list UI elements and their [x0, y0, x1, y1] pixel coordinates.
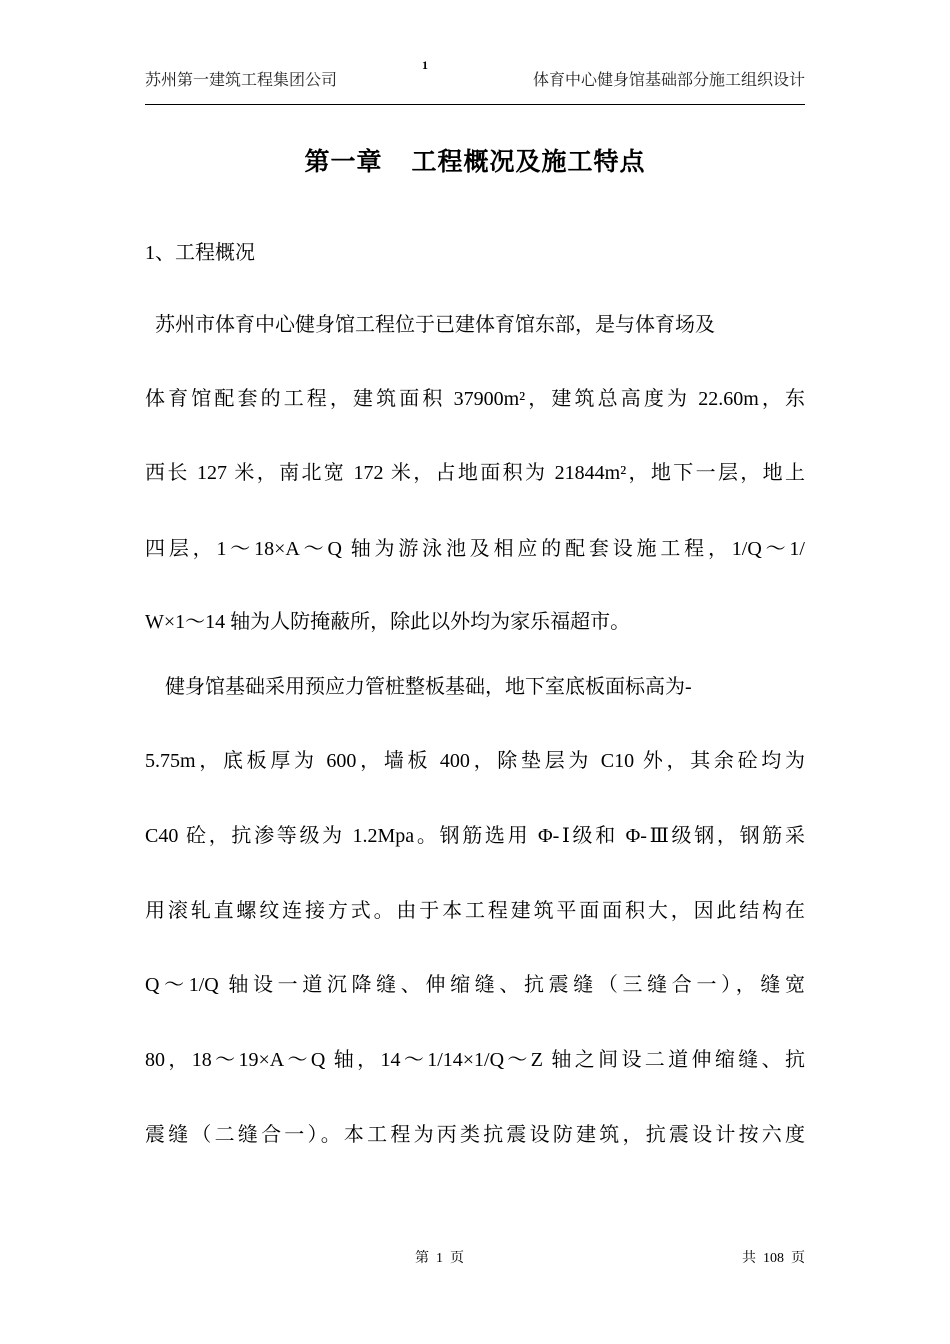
chapter-title: 第一章 工程概况及施工特点 [304, 149, 646, 176]
body-line: 健身馆基础采用预应力管桩整板基础，地下室底板面标高为- [145, 676, 692, 698]
footer-page-number: 第 1 页 [415, 1251, 464, 1266]
section-title: 1、工程概况 [145, 242, 255, 264]
header-mark: 1 [422, 58, 428, 72]
body-line: W×1～14 轴为人防掩蔽所，除此以外均为家乐福超市。 [145, 611, 631, 633]
header-rule [145, 104, 805, 105]
body-line: 体育馆配套的工程，建筑面积 37900m²，建筑总高度为 22.60m，东 [145, 388, 805, 410]
body-line: 80，18～19×A～Q 轴，14～1/14×1/Q～Z 轴之间设二道伸缩缝、抗 [145, 1049, 805, 1071]
header-company: 苏州第一建筑工程集团公司 [145, 72, 338, 89]
footer-total-pages: 共 108 页 [742, 1251, 805, 1266]
body-line: 5.75m，底板厚为 600，墙板 400，除垫层为 C10 外，其余砼均为 [145, 750, 805, 772]
body-line: C40 砼，抗渗等级为 1.2Mpa。钢筋选用 Φ-Ⅰ级和 Φ-Ⅲ级钢，钢筋采 [145, 825, 805, 847]
header-doc-title: 体育中心健身馆基础部分施工组织设计 [532, 72, 805, 89]
body-line: Q～1/Q 轴设一道沉降缝、伸缩缝、抗震缝（三缝合一），缝宽 [145, 974, 805, 996]
body-line: 苏州市体育中心健身馆工程位于已建体育馆东部，是与体育场及 [145, 314, 715, 336]
body-line: 震缝（二缝合一）。本工程为丙类抗震设防建筑，抗震设计按六度 [145, 1124, 805, 1146]
body-line: 用滚轧直螺纹连接方式。由于本工程建筑平面面积大，因此结构在 [145, 900, 805, 922]
body-line: 四层，1～18×A～Q 轴为游泳池及相应的配套设施工程，1/Q～1/ [145, 538, 805, 560]
body-line: 西长 127 米，南北宽 172 米，占地面积为 21844m²，地下一层，地上 [145, 462, 805, 484]
